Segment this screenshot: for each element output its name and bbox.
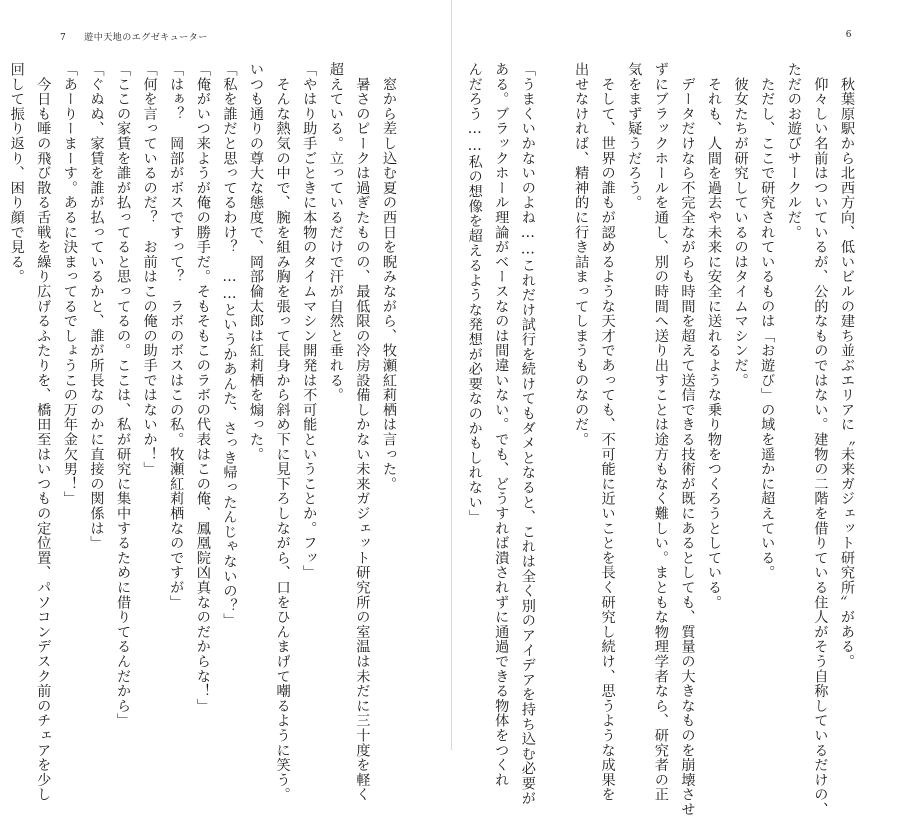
right-page	[452, 0, 900, 817]
text-line: 出せなければ、精神的に行き詰まってしまうものなのだ。	[573, 62, 590, 447]
text-line: データだけなら不完全ながらも時間を超えて送信できる技術が既にあるとしても、質量の大きなものを崩壊させ	[679, 62, 696, 817]
text-line: 超えている。立っているだけで汗が自然と垂れる。	[327, 62, 344, 403]
left-page-body-text	[8, 62, 402, 802]
text-line: 秋葉原駅から北西方向、低いビルの建ち並ぶエリアに〝未来ガジェット研究所〟がある。	[839, 62, 855, 669]
text-line: 「俺がいつ来ようが俺の勝手だ。そもそもこのラボの代表はこの俺、鳳凰院凶真なのだからな！」	[194, 62, 211, 714]
right-page-body-text	[466, 62, 860, 817]
text-line: そんな熱気の中で、腕を組み胸を張って長身から斜め下に見下ろしながら、口をひんまげて嘲るように笑う。	[274, 62, 291, 802]
text-line: 窓から差し込む夏の西日を睨みながら、牧瀬紅莉栖は言った。	[381, 62, 397, 492]
left-page-header	[60, 30, 208, 43]
text-line: 「何を言っているのだ？ お前はこの俺の助手ではないか！」	[141, 62, 158, 477]
text-line: 「ここの家賃を誰が払ってると思ってるの。ここは、私が研究に集中するために借りてるんだから」	[115, 62, 132, 728]
left-page	[0, 0, 452, 802]
text-line: そして、世界の誰もが認めるような天才であっても、不可能に近いことを長く研究し続け、思うような成果を	[599, 62, 616, 802]
text-line: ある。ブラックホール理論がベースなのは間違いない。でも、どうすれば潰されずに通過できる物体をつくれ	[493, 62, 510, 788]
text-line: ただのお遊びサークルだ。	[785, 62, 802, 240]
running-title: 遊中天地のエグゼキューター	[84, 33, 208, 43]
text-line: 彼女たちが研究しているのはタイムマシンだ。	[732, 62, 749, 388]
text-line: 気をまず疑うだろう。	[626, 62, 643, 210]
text-line: 暑さのピークは過ぎたものの、最低限の冷房設備しかない未来ガジェット研究所の室温は未だに三十度を軽く	[354, 62, 371, 802]
text-line: 「ぐぬぬ、家賃を誰が払っているかと、誰が所長なのかに直接の関係は」	[88, 62, 105, 551]
text-line: んだろう……私の想像を超えるような発想が必要なのかもしれない」	[466, 62, 483, 525]
text-line: それも、人間を過去や未来に安全に送れるような乗り物をつくろうとしている。	[706, 62, 723, 610]
text-line: ずにブラックホールを通し、別の時間へ送り出すことは途方もなく難しい。まともな物理学者なら、研究者の正	[652, 62, 669, 802]
text-line: 「はぁ？ 岡部がボスですって？ ラボのボスはこの私。牧瀬紅莉栖なのですが」	[168, 62, 185, 610]
text-line: 「私を誰だと思ってるわけ？ ……というかあんた、さっき帰ったんじゃないの？」	[221, 62, 238, 628]
text-line: 「あーりーまーす。あるに決まってるでしょうこの万年金欠男！」	[61, 62, 78, 506]
text-line: 回して振り返り、困り顔で見る。	[8, 62, 25, 284]
text-line	[0, 62, 3, 672]
text-line: 仰々しい名前はついているが、公的なものではない。建物の二階を借りている住人がそう自称しているだけの、	[812, 62, 829, 817]
right-page-number: 6	[845, 30, 852, 40]
text-line: 「やはり助手ごときに本物のタイムマシン開発は不可能ということか。フッ」	[301, 62, 318, 580]
text-line: いつも通りの尊大な態度で、岡部倫太郎は紅莉栖を煽った。	[248, 62, 265, 462]
right-page-header	[846, 30, 852, 40]
text-line: 「うまくいかないのよね……これだけ試行を続けてもダメとなると、これは全く別のアイデアを持ち込む必要が	[519, 62, 536, 806]
blank-line	[541, 62, 568, 672]
left-page-number: 7	[60, 33, 67, 43]
text-line: ただし、ここで研究されているものは「お遊び」の域を遥かに超えている。	[759, 62, 776, 580]
text-line: 今日も唾の飛び散る舌戦を繰り広げるふたりを、橋田至はいつもの定位置、パソコンデスク前のチェアを少し	[35, 62, 52, 802]
